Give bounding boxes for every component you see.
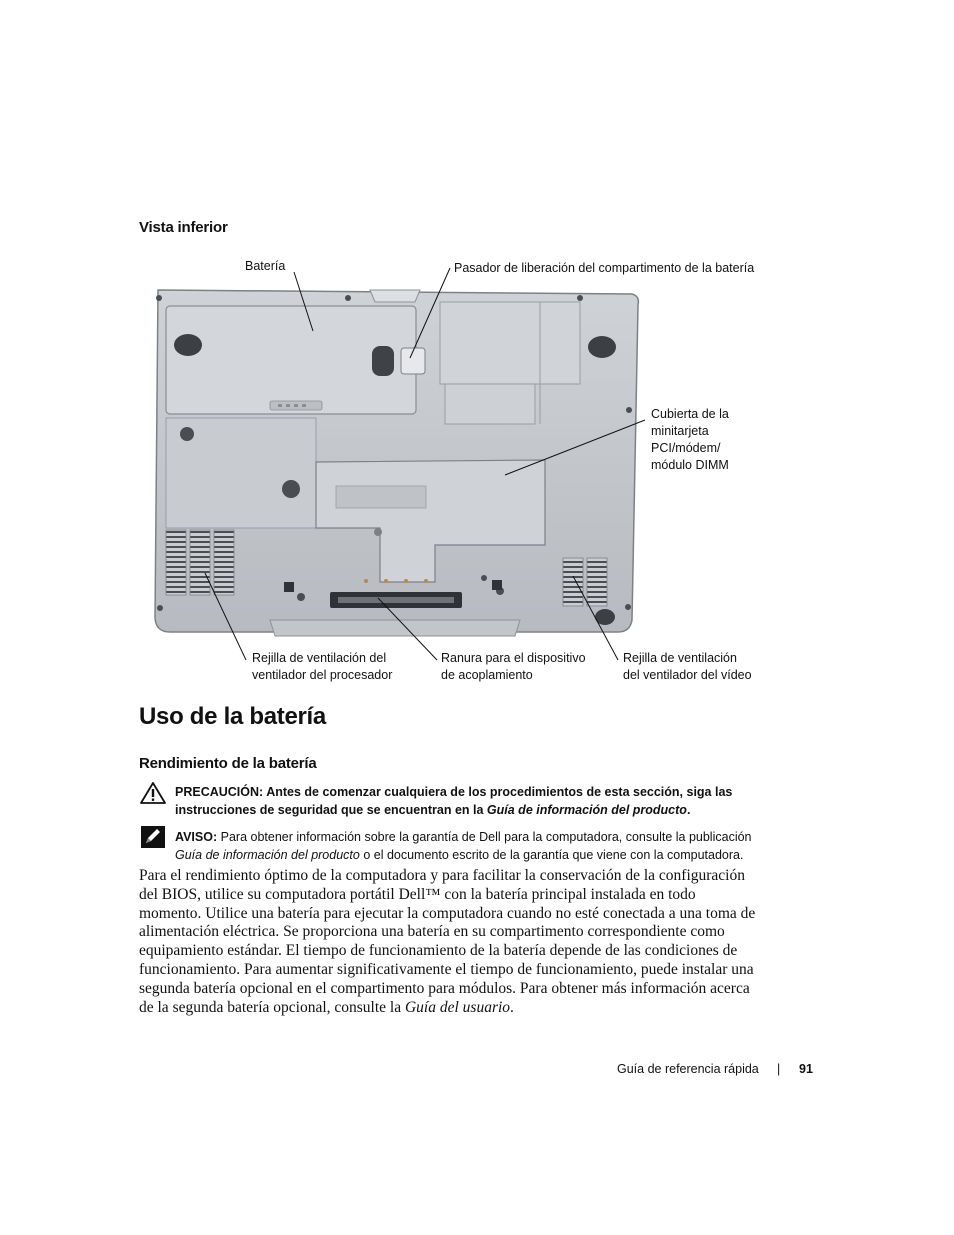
caution-label: PRECAUCIÓN: (175, 785, 264, 799)
notice-label: AVISO: (175, 830, 218, 844)
footer-title: Guía de referencia rápida (617, 1062, 759, 1076)
caution-icon (139, 781, 167, 805)
callout-video-fan-vent: Rejilla de ventilación del ventilador del vídeo (623, 651, 752, 682)
page-number: 91 (799, 1062, 813, 1076)
callout-minicard-cover: Cubierta de la minitarjeta PCI/módem/ módulo DIMM (651, 407, 729, 472)
notice-pencil-icon (141, 826, 165, 848)
caution-reference: Guía de información del producto (486, 802, 687, 817)
notice-text-2: o el documento escrito de la garantía que viene con la computadora. (363, 847, 744, 862)
notice-text: Para obtener información sobre la garantía de Dell para la computadora, consulte la publicación (220, 830, 752, 844)
notice-note (175, 829, 775, 864)
section-title: Vista inferior (139, 219, 228, 236)
paragraph-reference: Guía del usuario (404, 998, 511, 1016)
notice-reference: Guía de información del producto (175, 847, 360, 862)
paragraph-end: . (510, 998, 514, 1016)
callout-cpu-fan-vent: Rejilla de ventilación del ventilador del procesador (252, 651, 393, 682)
caution-note (175, 784, 775, 819)
footer-separator: | (777, 1062, 781, 1076)
callout-battery-release: Pasador de liberación del compartimento de la batería (454, 261, 755, 275)
main-heading: Uso de la batería (139, 703, 326, 730)
caution-end: . (686, 802, 691, 817)
callout-battery: Batería (245, 259, 286, 273)
caution-text: Antes de comenzar cualquiera de los procedimientos de esta sección, siga las instrucciones de seguridad que se encuentran en la (175, 785, 733, 817)
sub-heading: Rendimiento de la batería (139, 755, 317, 772)
body-paragraph (139, 867, 759, 1017)
callout-docking-slot: Ranura para el dispositivo de acoplamiento (441, 651, 586, 682)
paragraph-text: Para el rendimiento óptimo de la computadora y para facilitar la conservación de la configuración del BIOS, utilice su computadora portátil Dell™ con la batería principal instalada en todo momento. Utilice una batería para ejecutar la computadora cuando no esté conectada a una toma de alimentación eléctrica. Se proporciona una batería en su compartimento correspondiente como equipamiento estándar. El tiempo de funcionamiento de la batería depende de las condiciones de funcionamiento. Para aumentar significativamente el tiempo de funcionamiento, puede instalar una segunda batería opcional en el compartimento para módulos. Para obtener más información acerca de la segunda batería opcional, consulte la (139, 867, 756, 1016)
